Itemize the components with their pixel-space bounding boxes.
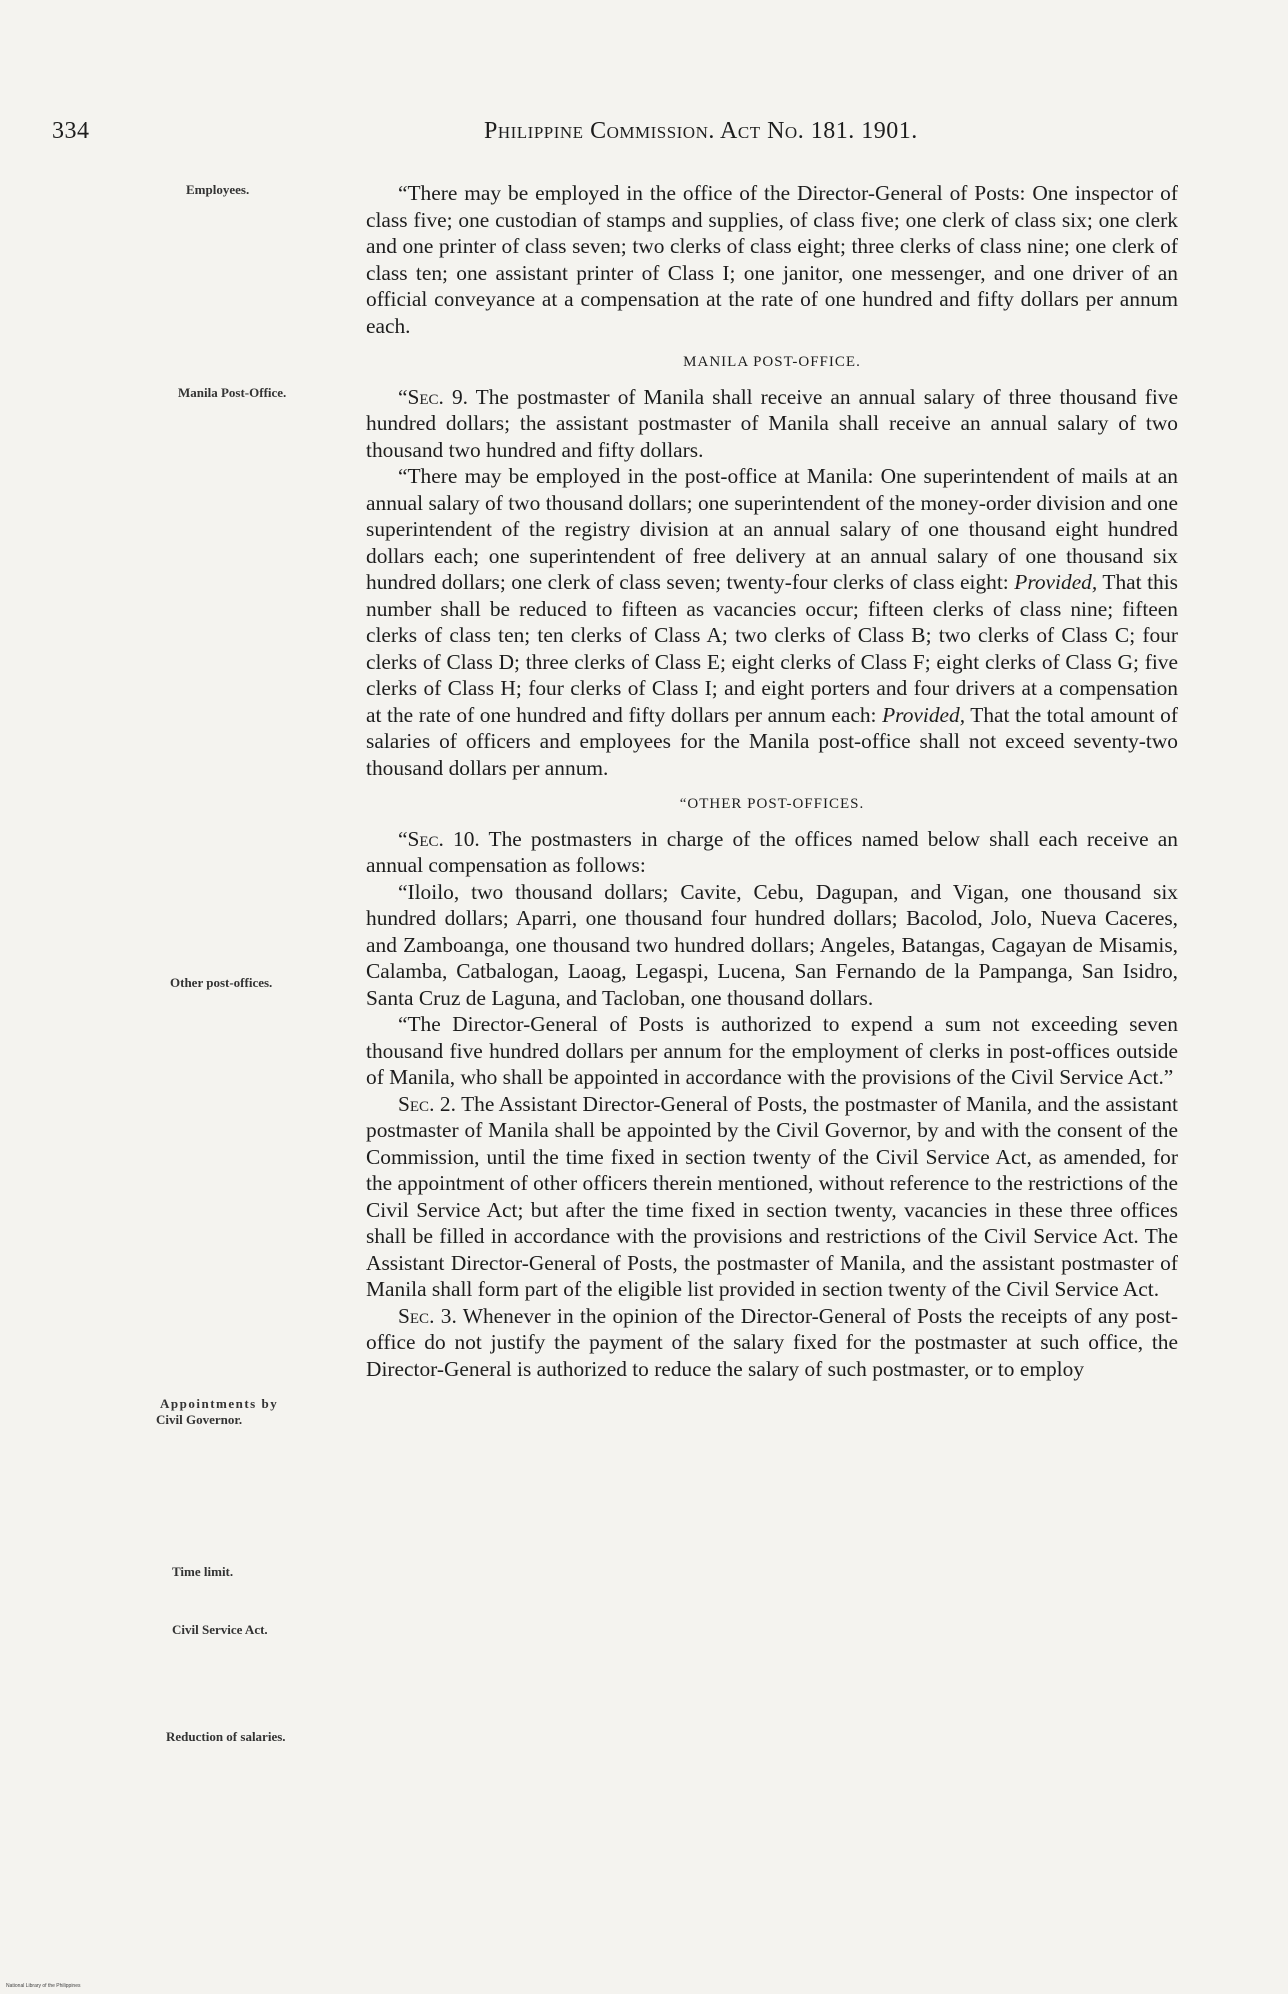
paragraph-manila-staff: “There may be employed in the post-office at Manila: One superintendent of mails at an annual salary of two thousand dollars; one superintendent of the money-order division and one superintendent of the registry division at an annual salary of one thousand eight hundred dollars each; one superintendent of free delivery at an annual salary of one thousand six hundred dollars; one clerk of class seven; twenty-four clerks of class eight: Provided, That this number shall be reduced to fifteen as vacancies occur; fifteen clerks of class nine; fifteen clerks of class ten; ten clerks of Class A; two clerks of Class B; two clerks of Class C; four clerks of Class D; three clerks of Class E; eight clerks of Class F; eight clerks of Class G; five clerks of Class H; four clerks of Class I; and eight porters and four drivers at a compensation at the rate of one hundred and fifty dollars per annum each: Provided, That the total amount of salaries of officers and employees for the Manila post-office shall not exceed seventy-two thousand dollars per annum.	[366, 464, 1178, 780]
footer-credit: National Library of the Philippines	[6, 1983, 81, 1989]
section-label: Sec. 2.	[398, 1091, 456, 1116]
proviso: Provided,	[882, 702, 966, 727]
marginal-note-manila: Manila Post-Office.	[178, 385, 287, 400]
marginal-note-time-limit: Time limit.	[172, 1564, 234, 1579]
paragraph-clerks-outside: “The Director-General of Posts is authorized to expend a sum not exceeding seven thousand five hundred dollars per annum for the employment of clerks in post-offices outside of Manila, who shall be appointed in accordance with the provisions of the Civil Service Act.”	[366, 1012, 1178, 1089]
heading-manila: MANILA POST-OFFICE.	[683, 354, 861, 370]
section-label: “Sec. 9.	[398, 384, 468, 409]
heading-other: “OTHER POST-OFFICES.	[679, 796, 865, 812]
section-label: Sec. 3.	[398, 1303, 457, 1328]
paragraph-cities: “Iloilo, two thousand dollars; Cavite, Cebu, Dagupan, and Vigan, one thousand six hundred dollars; Aparri, one thousand four hundred dollars; Bacolod, Jolo, Nueva Caceres, and Zamboanga, one thousand two hundred dollars; Angeles, Batangas, Cagayan de Misamis, Calamba, Catbalogan, Laoag, Legaspi, Lucena, San Fernando de la Pampanga, San Isidro, Santa Cruz de Laguna, and Tacloban, one thousand dollars.	[366, 879, 1178, 1010]
running-head: Philippine Commission. Act No. 181. 1901.	[484, 118, 918, 144]
main-text	[366, 180, 1178, 1382]
proviso: Provided,	[1014, 570, 1098, 594]
marginal-note-reduction: Reduction of salaries.	[166, 1729, 286, 1744]
paragraph-sec3: Sec. 3. Whenever in the opinion of the Director-General of Posts the receipts of any post-office do not justify the payment of the salary fixed for the postmaster at such office, the Director-General is authorized to reduce the salary of such postmaster, or to employ	[366, 1303, 1178, 1381]
page-number: 334	[52, 118, 90, 144]
page-header	[52, 118, 1180, 154]
paragraph-sec10: “Sec. 10. The postmasters in charge of the offices named below shall each receive an annual compensation as follows:	[366, 826, 1178, 877]
section-label: “Sec. 10.	[398, 826, 480, 851]
paragraph-sec9: “Sec. 9. The postmaster of Manila shall receive an annual salary of three thousand five hundred dollars; the assistant postmaster of Manila shall receive an annual salary of two thousand two hundred and fifty dollars.	[366, 384, 1179, 462]
marginal-note-appointments-line2: Civil Governor.	[156, 1412, 243, 1427]
marginal-note-appointments-line1: Appointments by	[160, 1396, 279, 1411]
marginal-note-civil-service: Civil Service Act.	[172, 1622, 268, 1637]
marginal-note-employees: Employees.	[186, 182, 250, 197]
marginal-note-other: Other post-offices.	[170, 975, 273, 990]
paragraph-sec2: Sec. 2. The Assistant Director-General of Posts, the postmaster of Manila, and the assistant postmaster of Manila shall be appointed by the Civil Governor, by and with the consent of the Commission, until the time fixed in section twenty of the Civil Service Act, as amended, for the appointment of other officers therein mentioned, without reference to the restrictions of the Civil Service Act; but after the time fixed in section twenty, vacancies in these three offices shall be filled in accordance with the provisions and restrictions of the Civil Service Act. The Assistant Director-General of Posts, the postmaster of Manila, and the assistant postmaster of Manila shall form part of the eligible list provided in section twenty of the Civil Service Act.	[366, 1091, 1179, 1301]
paragraph-employees: “There may be employed in the office of the Director-General of Posts: One inspector of class five; one custodian of stamps and supplies, of class five; one clerk of class six; one clerk and one printer of class seven; two clerks of class eight; three clerks of class nine; one clerk of class ten; one assistant printer of Class I; one janitor, one messenger, and one driver of an official conveyance at a compensation at the rate of one hundred and fifty dollars per annum each.	[366, 181, 1178, 338]
